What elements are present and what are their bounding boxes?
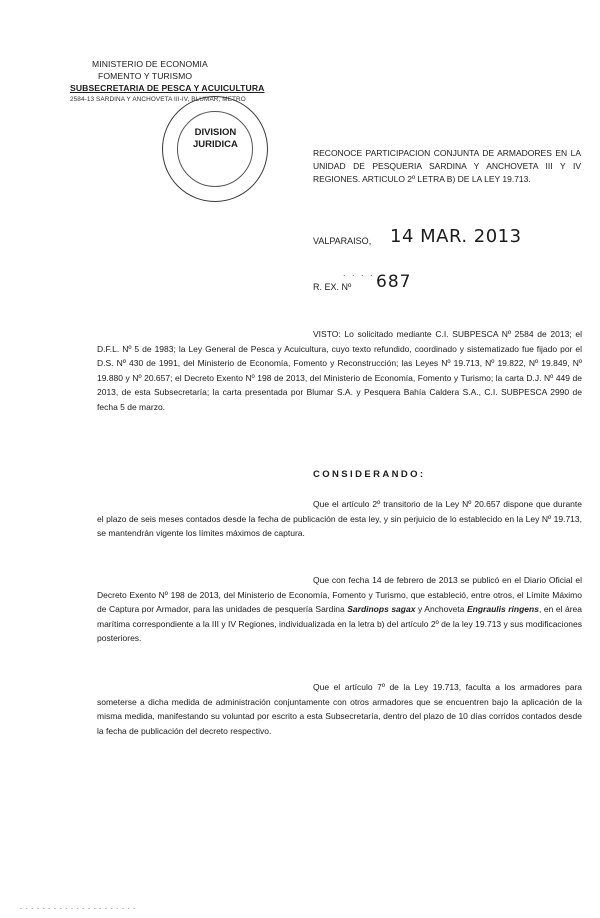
considerando-2-text-b: y Anchoveta — [415, 604, 467, 615]
considerando-2-text-c: , en el área marítima correspondiente a la III y IV Regiones, individualizada en la letra b) del artículo 2º de la ley 19.713 y sus modificaciones posteriores. — [97, 604, 582, 644]
page-edge-marks: - - - - - - - - - - - - - - - - - - - - - — [20, 906, 137, 912]
stamp-line-1: DIVISION — [194, 127, 237, 138]
considerando-heading: CONSIDERANDO: — [313, 469, 426, 480]
letterhead — [70, 58, 310, 106]
number-dots: . . . . . — [343, 268, 384, 278]
considerando-2 — [97, 573, 582, 646]
ministry-line-1: MINISTERIO DE ECONOMIA — [92, 59, 208, 69]
division-juridica-stamp — [162, 96, 268, 202]
stamp-text — [193, 127, 238, 151]
visto-paragraph: VISTO: Lo solicitado mediante C.I. SUBPESCA Nº 2584 de 2013; el D.F.L. Nº 5 de 1983; la Ley General de Pesca y Acuicultura, cuyo texto refundido, coordinado y sistematizado fue fijado por el D.S. Nº 430 de 1991, del Ministerio de Economía, Fomento y Reconstrucción; las Leyes Nº 19.713, Nº 19.822, Nº 19.849, Nº 19.880 y Nº 20.657; el Decreto Exento Nº 198 de 2013, del Ministerio de Economía, Fomento y Turismo; la carta D.J. Nº 449 de 2013, de esta Subsecretaría; la carta presentada por Blumar S.A. y Pesquera Bahía Caldera S.A., C.I. SUBPESCA 2990 de fecha 5 de marzo. — [97, 329, 582, 412]
exempt-resolution-number: 687 — [376, 272, 412, 292]
stamp-line-2: JURIDICA — [193, 139, 238, 150]
reference-summary: RECONOCE PARTICIPACION CONJUNTA DE ARMADORES EN LA UNIDAD DE PESQUERIA SARDINA Y ANCHOVETA III Y IV REGIONES. ARTICULO 2º LETRA B) DE LA LEY 19.713. — [313, 148, 581, 184]
species-anchoveta: Engraulis ringens — [466, 604, 539, 615]
exempt-resolution-label: R. EX. Nº — [313, 282, 352, 292]
internal-reference-code: 2584-13 SARDINA Y ANCHOVETA III-IV, BLUMAR, METRO — [70, 96, 246, 103]
species-sardina: Sardinops sagax — [347, 604, 416, 615]
considerando-1: Que el artículo 2º transitorio de la Ley Nº 20.657 dispone que durante el plazo de seis meses contados desde la fecha de publicación de esta ley, y sin perjuicio de lo establecido en la Ley Nº 19.713, se mantendrán vigente los límites máximos de captura. — [97, 499, 582, 539]
considerando-3: Que el artículo 7º de la Ley 19.713, faculta a los armadores para someterse a dicha medida de administración conjuntamente con otros armadores que se encuentren bajo la aplicación de la misma medida, manifestando su voluntad por escrito a esta Subsecretaría, dentro del plazo de 10 días corridos contados desde la fecha de publicación del decreto respectivo. — [97, 682, 582, 736]
ministry-line-2: FOMENTO Y TURISMO — [98, 71, 193, 81]
considerando-2-text-a: Que con fecha 14 de febrero de 2013 se publicó en el Diario Oficial el Decreto Exento Nº 198 de 2013, del Ministerio de Economía, Fomento y Turismo, que estableció, entre otros, el Límite Máximo de Captura por Armador, para las unidades de pesquería Sardina — [97, 575, 582, 615]
date-place-label: VALPARAISO, — [313, 236, 372, 246]
date-stamp: 14 MAR. 2013 — [390, 226, 522, 247]
subsecretaria-name: SUBSECRETARIA DE PESCA Y ACUICULTURA — [70, 83, 265, 93]
